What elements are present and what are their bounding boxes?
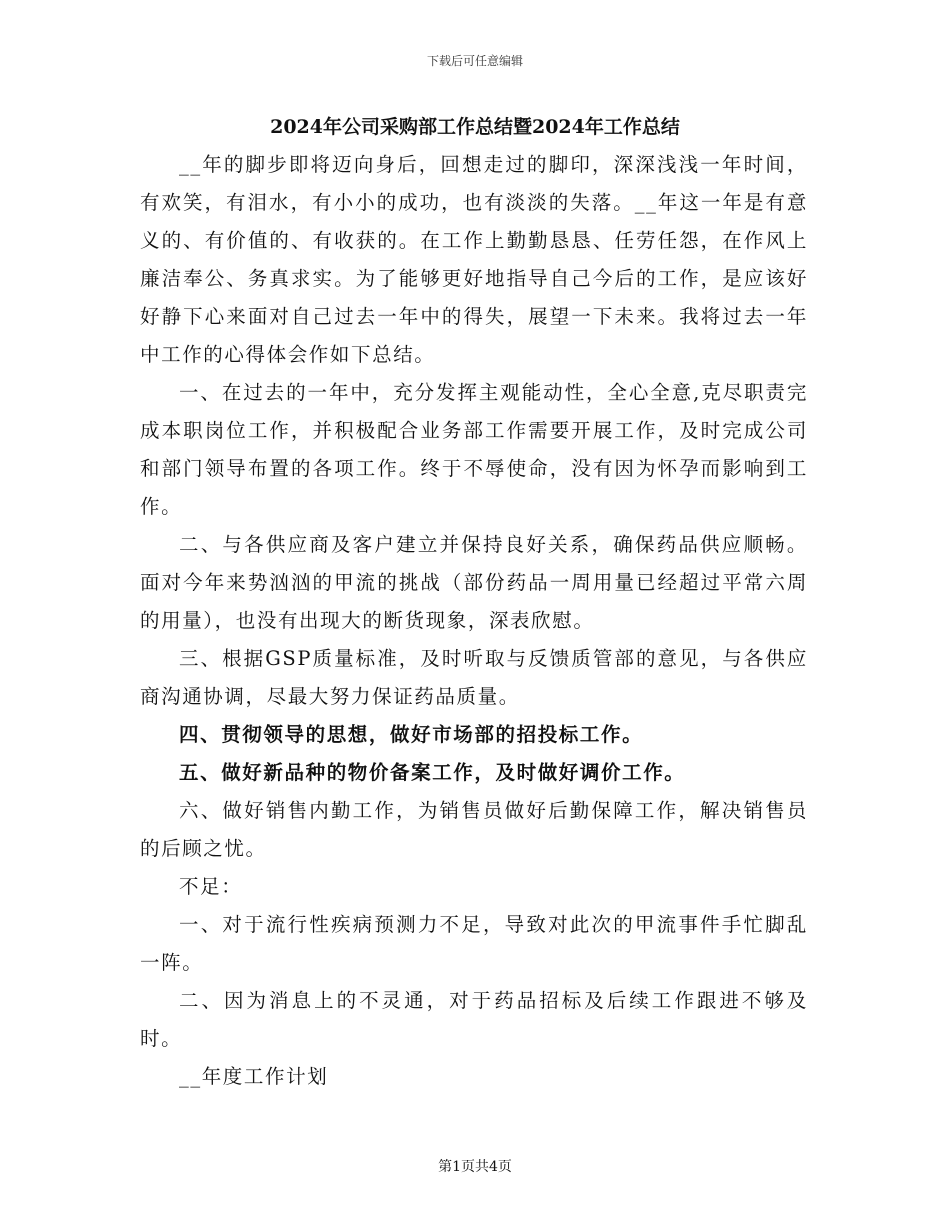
paragraph-intro: __年的脚步即将迈向身后，回想走过的脚印，深深浅浅一年时间，有欢笑，有泪水，有小小的成功，也有淡淡的失落。__年这一年是有意义的、有价值的、有收获的。在工作上勤勤恳恳、任劳任怨，在作风上廉洁奉公、务真求实。为了能够更好地指导自己今后的工作，是应该好好静下心来面对自己过去一年中的得失，展望一下未来。我将过去一年中工作的心得体会作如下总结。 [140, 153, 808, 366]
paragraph-item-6: 六、做好销售内勤工作，为销售员做好后勤保障工作，解决销售员的后顾之忧。 [140, 799, 808, 860]
paragraph-shortcomings-heading: 不足： [179, 875, 243, 898]
paragraph-item-5: 五、做好新品种的物价备案工作，及时做好调价工作。 [179, 761, 686, 784]
document-body [140, 146, 808, 1096]
paragraph-item-4: 四、贯彻领导的思想，做好市场部的招投标工作。 [179, 723, 644, 746]
page-number-footer: 第1页共4页 [438, 1159, 512, 1175]
document-title: 2024年公司采购部工作总结暨2024年工作总结 [270, 116, 680, 138]
paragraph-item-3: 三、根据GSP质量标准，及时听取与反馈质管部的意见，与各供应商沟通协调，尽最大努力保证药品质量。 [140, 647, 808, 708]
paragraph-plan-heading: __年度工作计划 [179, 1065, 329, 1088]
paragraph-shortcoming-2: 二、因为消息上的不灵通，对于药品招标及后续工作跟进不够及时。 [140, 989, 808, 1050]
paragraph-item-1: 一、在过去的一年中，充分发挥主观能动性，全心全意,克尽职责完成本职岗位工作，并积极配合业务部工作需要开展工作，及时完成公司和部门领导布置的各项工作。终于不辱使命，没有因为怀孕而影响到工作。 [140, 381, 808, 518]
paragraph-item-2: 二、与各供应商及客户建立并保持良好关系，确保药品供应顺畅。面对今年来势汹汹的甲流的挑战（部份药品一周用量已经超过平常六周的用量），也没有出现大的断货现象，深表欣慰。 [140, 533, 808, 632]
paragraph-shortcoming-1: 一、对于流行性疾病预测力不足，导致对此次的甲流事件手忙脚乱一阵。 [140, 913, 808, 974]
page-header-note: 下载后可任意编辑 [426, 54, 523, 68]
